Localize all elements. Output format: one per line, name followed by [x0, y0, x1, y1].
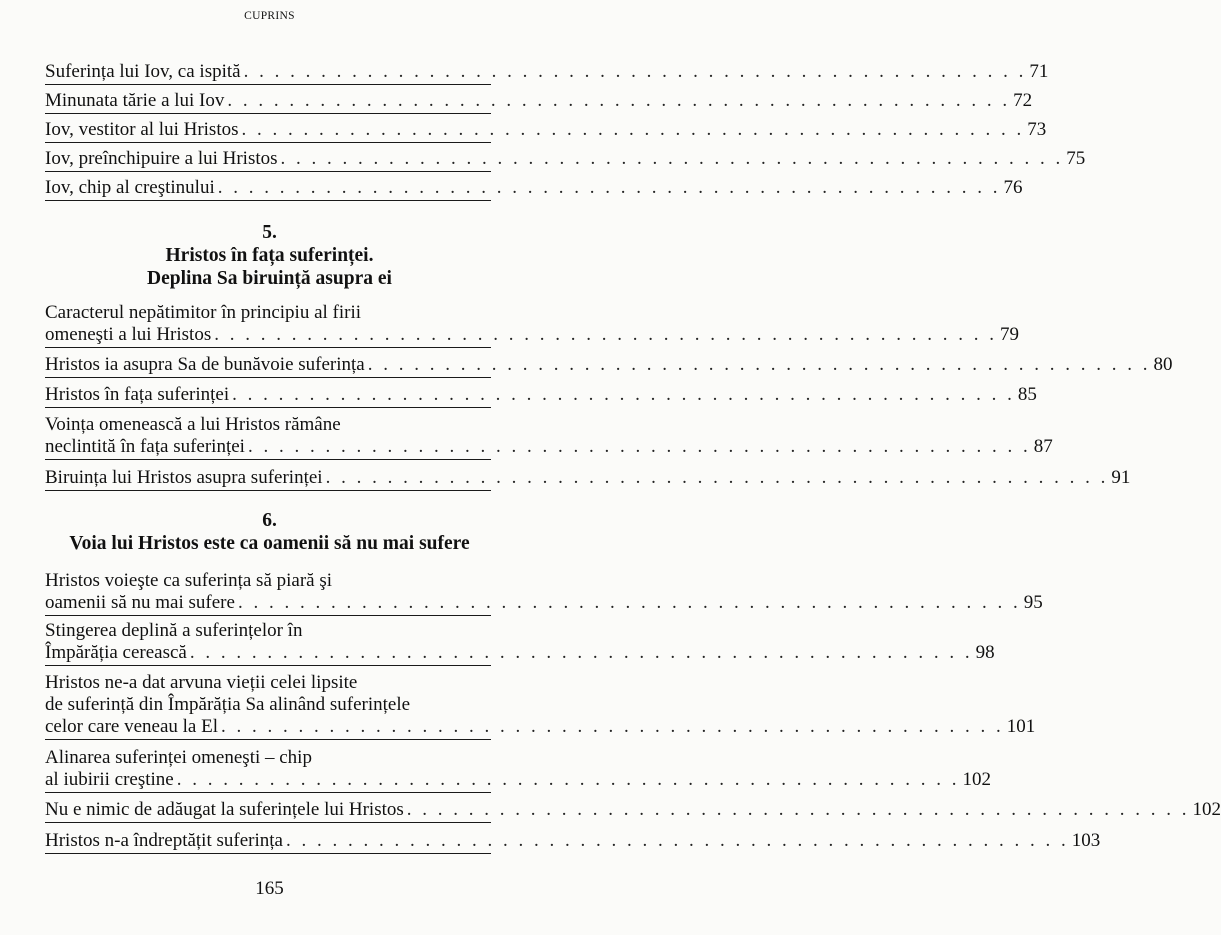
- dot-leader: . . . . . . . . . . . . . . . . . . . . . . . . . . . . . . . . . . . . . . . . . . . . . . . . . . .: [232, 384, 1015, 405]
- toc-entry-title-line: Stingerea deplină a suferințelor în: [45, 620, 303, 641]
- toc-entry-title: neclintită în fața suferinței: [45, 436, 245, 457]
- toc-entry-title: Hristos n-a îndreptățit suferința: [45, 830, 283, 851]
- section-6-heading: [0, 509, 539, 555]
- dot-leader: . . . . . . . . . . . . . . . . . . . . . . . . . . . . . . . . . . . . . . . . . . . . . . . . . . .: [243, 61, 1027, 82]
- dot-leader: . . . . . . . . . . . . . . . . . . . . . . . . . . . . . . . . . . . . . . . . . . . . . . . . . . .: [189, 642, 973, 663]
- dot-leader: . . . . . . . . . . . . . . . . . . . . . . . . . . . . . . . . . . . . . . . . . . . . . . . . . . .: [217, 177, 1001, 198]
- dot-leader: . . . . . . . . . . . . . . . . . . . . . . . . . . . . . . . . . . . . . . . . . . . . . . . . . . .: [241, 119, 1025, 140]
- toc-entry-title: celor care veneau la El: [45, 716, 218, 737]
- toc-entry-last-line: [45, 642, 995, 664]
- toc-entry-last-line: [45, 716, 1036, 738]
- toc-entry-last-line: [45, 90, 1033, 112]
- toc-entry-page: 95: [1023, 592, 1043, 613]
- toc-entry-title: Suferința lui Iov, ca ispită: [45, 61, 241, 82]
- toc-entry[interactable]: [45, 114, 1047, 143]
- toc-entry-title: oamenii să nu mai sufere: [45, 592, 235, 613]
- section-number: 6.: [262, 510, 277, 531]
- toc-entry-page: 87: [1033, 436, 1053, 457]
- toc-entry-title: Hristos ia asupra Sa de bunăvoie suferința: [45, 354, 365, 375]
- toc-entry-page: 75: [1066, 148, 1086, 169]
- toc-entry-page: 80: [1153, 354, 1173, 375]
- toc-entry-title: Nu e nimic de adăugat la suferințele lui Hristos: [45, 799, 404, 820]
- running-head: CUPRINS: [244, 10, 295, 22]
- toc-entry-last-line: [45, 61, 1049, 83]
- toc-entry-page: 72: [1013, 90, 1033, 111]
- toc-entry-page: 98: [975, 642, 995, 663]
- toc-entry-title-line: de suferință din Împărăția Sa alinând suferințele: [45, 694, 411, 715]
- toc-entry-last-line: [45, 769, 991, 791]
- toc-entry-page: 76: [1003, 177, 1023, 198]
- dot-leader: . . . . . . . . . . . . . . . . . . . . . . . . . . . . . . . . . . . . . . . . . . . . . . . . . . .: [285, 830, 1069, 851]
- dot-leader: . . . . . . . . . . . . . . . . . . . . . . . . . . . . . . . . . . . . . . . . . . . . . . . . . . .: [176, 769, 960, 790]
- toc-entry[interactable]: [45, 348, 1173, 378]
- dot-leader: . . . . . . . . . . . . . . . . . . . . . . . . . . . . . . . . . . . . . . . . . . . . . . . . . . .: [227, 90, 1011, 111]
- toc-entry[interactable]: [45, 56, 1049, 85]
- toc-entry-last-line: [45, 354, 1173, 376]
- dot-leader: . . . . . . . . . . . . . . . . . . . . . . . . . . . . . . . . . . . . . . . . . . . . . . . . . . .: [214, 324, 997, 345]
- toc-entry-last-line: [45, 467, 1131, 489]
- toc-entry-last-line: [45, 436, 1053, 458]
- toc-entry[interactable]: [45, 172, 1023, 201]
- toc-entry[interactable]: [45, 296, 1019, 348]
- section-5-heading: [0, 221, 539, 290]
- toc-entry-page: 101: [1006, 716, 1036, 737]
- toc-entry-title-line: Voința omenească a lui Hristos rămâne: [45, 414, 341, 435]
- toc-entry[interactable]: [45, 460, 1131, 491]
- dot-leader: . . . . . . . . . . . . . . . . . . . . . . . . . . . . . . . . . . . . . . . . . . . . . . . . . . .: [406, 799, 1190, 820]
- toc-entry[interactable]: [45, 378, 1037, 408]
- toc-entry-last-line: [45, 384, 1037, 406]
- section-title-line: Deplina Sa biruință asupra ei: [147, 268, 392, 289]
- toc-entry-title: Iov, vestitor al lui Hristos: [45, 119, 239, 140]
- toc-entry-page: 102: [1192, 799, 1221, 820]
- toc-entry-title: Hristos în fața suferinței: [45, 384, 230, 405]
- toc-entry-page: 85: [1017, 384, 1037, 405]
- toc-entry-page: 73: [1027, 119, 1047, 140]
- section-number: 5.: [262, 222, 277, 243]
- toc-entry-last-line: [45, 148, 1086, 170]
- toc-entry[interactable]: [45, 740, 991, 793]
- toc-entry-page: 102: [962, 769, 991, 790]
- dot-leader: . . . . . . . . . . . . . . . . . . . . . . . . . . . . . . . . . . . . . . . . . . . . . . . . . . .: [221, 716, 1004, 737]
- toc-entry-title: omeneşti a lui Hristos: [45, 324, 212, 345]
- toc-entry[interactable]: [45, 616, 995, 666]
- toc-entry-last-line: [45, 177, 1023, 199]
- dot-leader: . . . . . . . . . . . . . . . . . . . . . . . . . . . . . . . . . . . . . . . . . . . . . . . . . . .: [237, 592, 1021, 613]
- toc-entry[interactable]: [45, 793, 1221, 823]
- toc-entry-title: Minunata tărie a lui Iov: [45, 90, 225, 111]
- section-title-line: Voia lui Hristos este ca oamenii să nu mai sufere: [69, 533, 470, 554]
- dot-leader: . . . . . . . . . . . . . . . . . . . . . . . . . . . . . . . . . . . . . . . . . . . . . . . . . . .: [280, 148, 1064, 169]
- toc-entry-title: Împărăția cerească: [45, 642, 187, 663]
- dot-leader: . . . . . . . . . . . . . . . . . . . . . . . . . . . . . . . . . . . . . . . . . . . . . . . . . . .: [367, 354, 1151, 375]
- toc-entry-page: 71: [1029, 61, 1049, 82]
- toc-entry-page: 103: [1071, 830, 1101, 851]
- toc-entry[interactable]: [45, 823, 1101, 854]
- toc-entry-last-line: [45, 830, 1101, 852]
- toc-entry[interactable]: [45, 143, 1086, 172]
- toc-entry[interactable]: [45, 85, 1033, 114]
- toc-entry-title: Iov, chip al creştinului: [45, 177, 215, 198]
- toc-entry[interactable]: [45, 564, 1043, 616]
- toc-entry-last-line: [45, 119, 1047, 141]
- toc-entry[interactable]: [45, 408, 1053, 460]
- toc-entry-title-line: Caracterul nepătimitor în principiu al firii: [45, 302, 362, 323]
- toc-entry-title-line: Hristos voieşte ca suferința să piară şi: [45, 570, 333, 591]
- toc-entry-title: al iubirii creştine: [45, 769, 174, 790]
- toc-entry[interactable]: [45, 666, 1036, 740]
- toc-entry-page: 79: [999, 324, 1019, 345]
- toc-entry-last-line: [45, 324, 1019, 346]
- toc-entry-title-line: Alinarea suferinței omeneşti – chip: [45, 747, 312, 768]
- dot-leader: . . . . . . . . . . . . . . . . . . . . . . . . . . . . . . . . . . . . . . . . . . . . . . . . . . .: [325, 467, 1109, 488]
- toc-entry-last-line: [45, 592, 1043, 614]
- dot-leader: . . . . . . . . . . . . . . . . . . . . . . . . . . . . . . . . . . . . . . . . . . . . . . . . . . .: [247, 436, 1031, 457]
- toc-entry-title: Biruința lui Hristos asupra suferinței: [45, 467, 323, 488]
- toc-entry-title: Iov, preînchipuire a lui Hristos: [45, 148, 278, 169]
- page-number: 165: [255, 878, 284, 899]
- section-title-line: Hristos în fața suferinței.: [165, 245, 374, 266]
- toc-entry-last-line: [45, 799, 1221, 821]
- toc-entry-page: 91: [1111, 467, 1131, 488]
- toc-entry-title-line: Hristos ne-a dat arvuna vieții celei lipsite: [45, 672, 358, 693]
